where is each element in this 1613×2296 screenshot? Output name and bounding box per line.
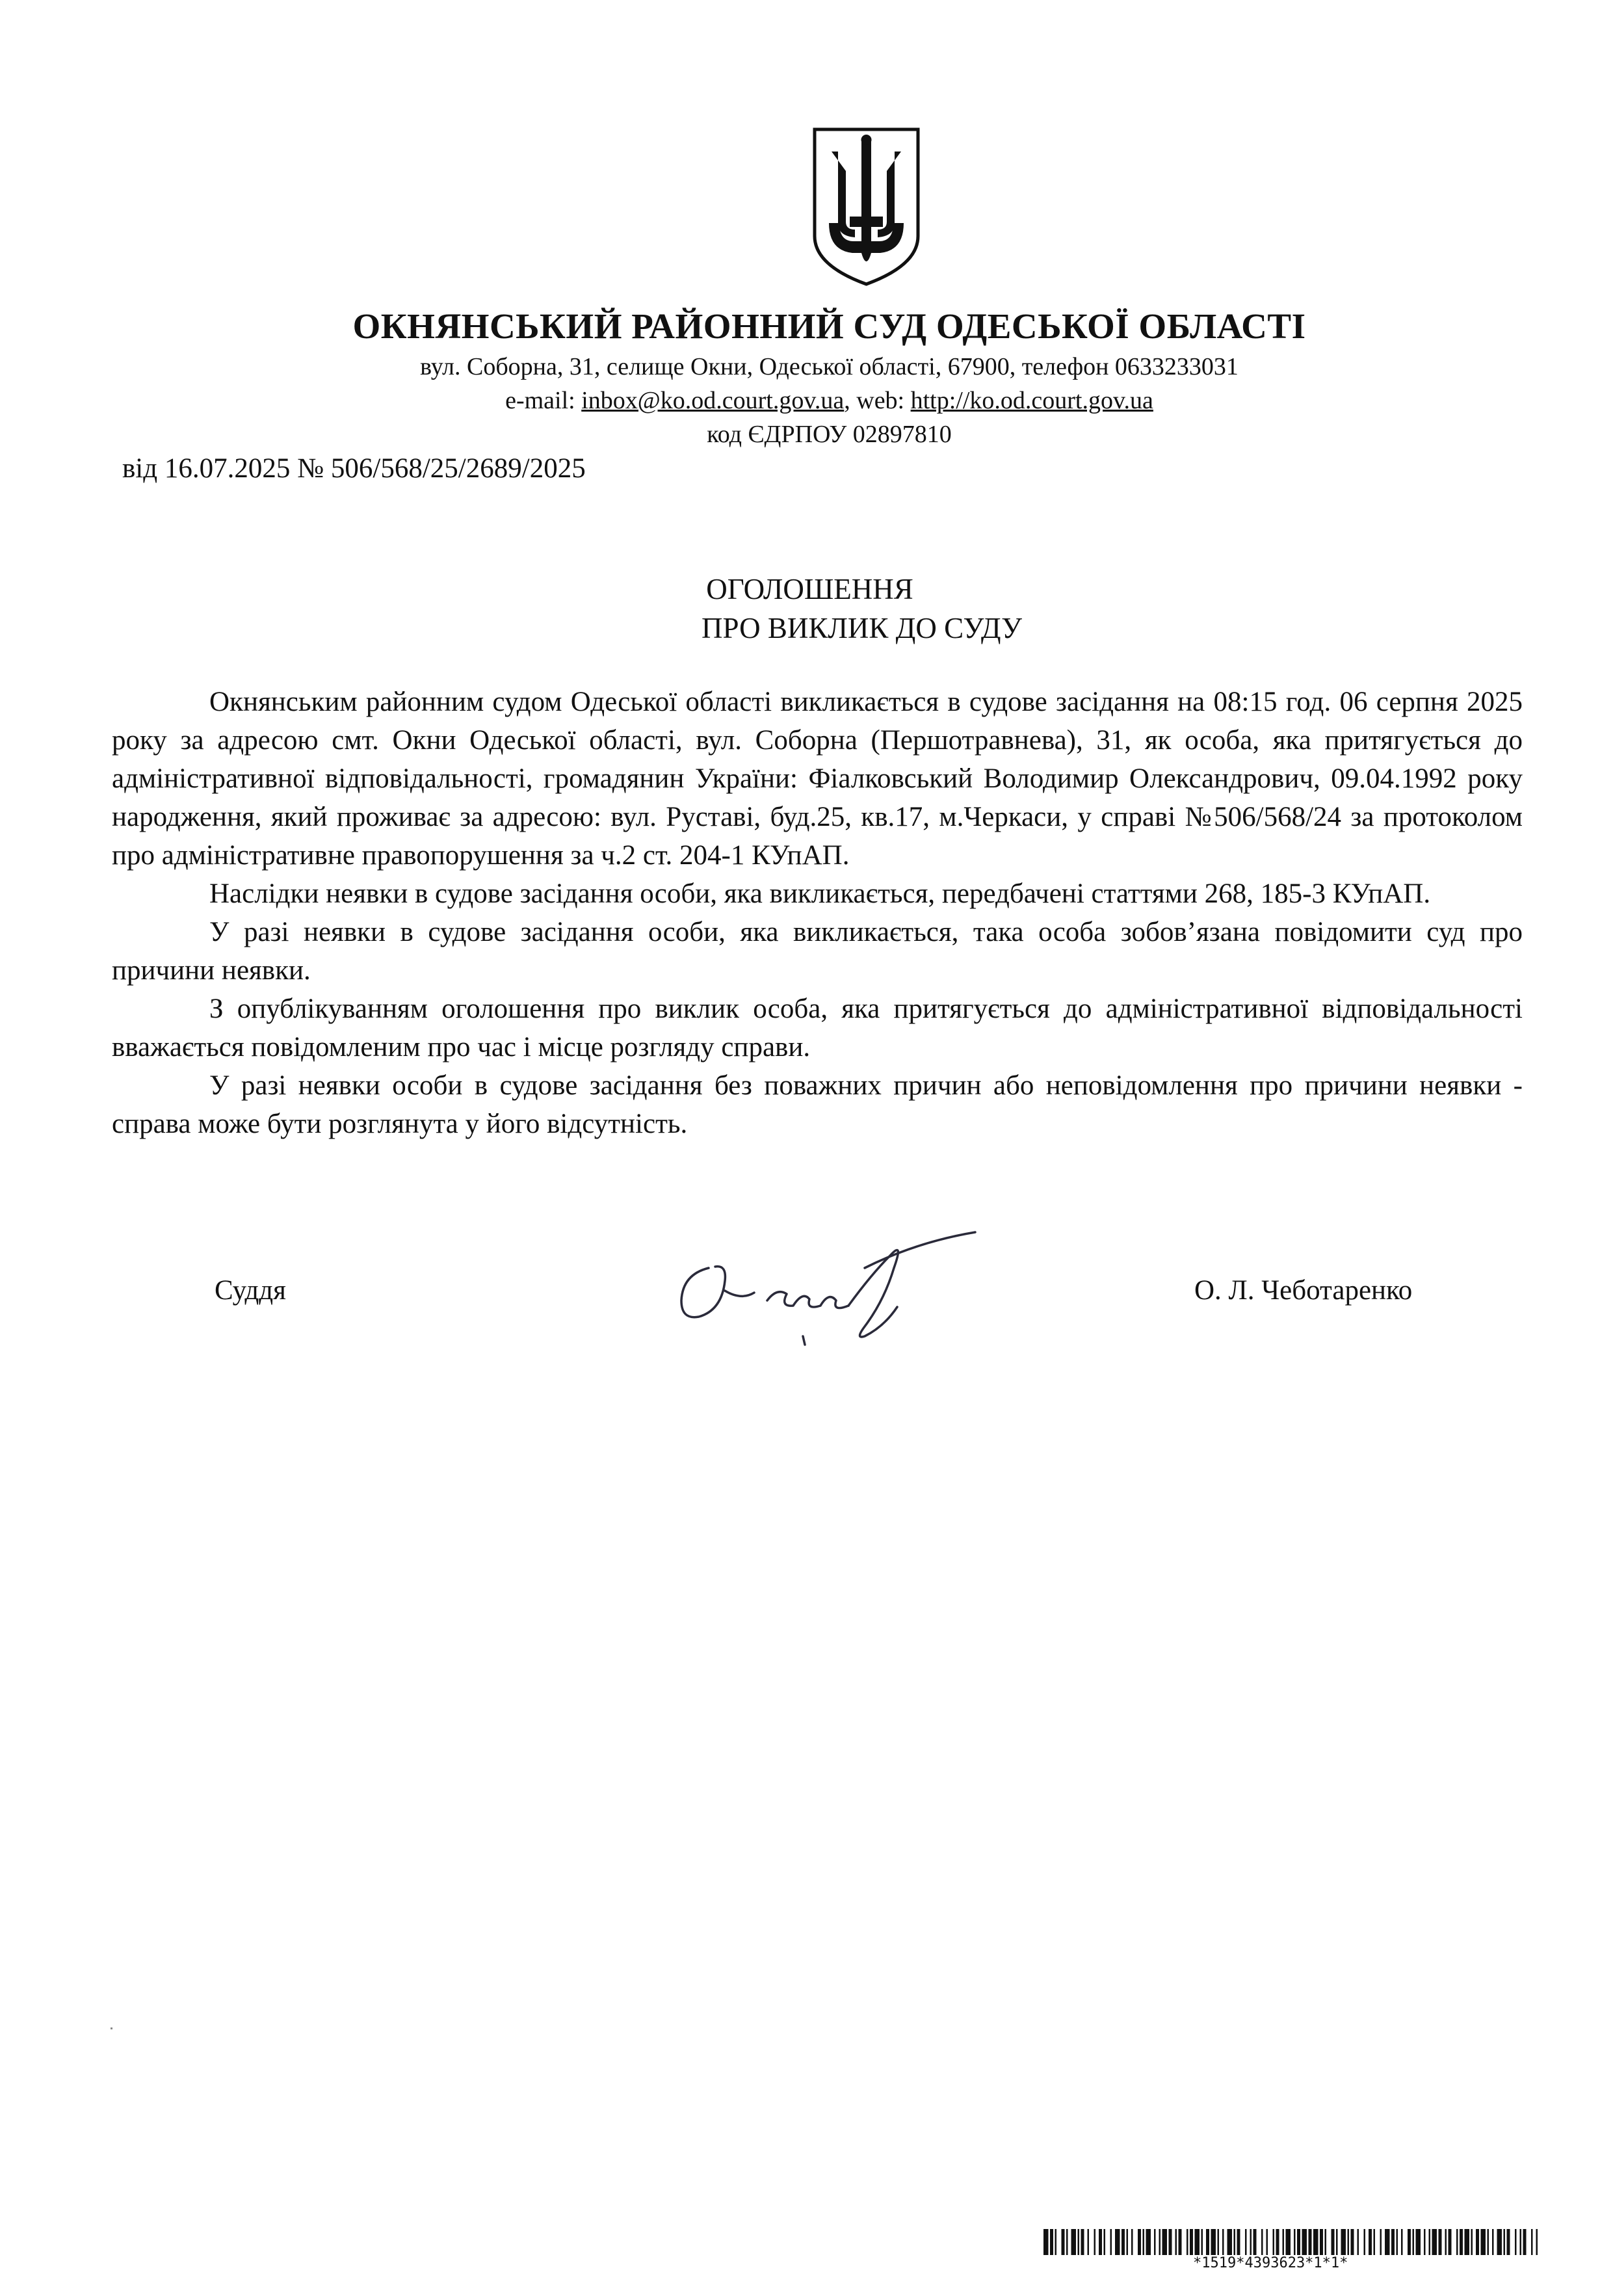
document-title: ОГОЛОШЕННЯ [706,573,913,605]
barcode-bar [1237,2229,1240,2255]
barcode-bar [1146,2229,1151,2255]
paragraph-publication-notice: З опублікуванням оголошення про виклик особа, яка притягується до адміністративної відповідальності вважається повідомленим про час і місце розгляду справи. [112,994,1523,1062]
barcode-bar [1369,2229,1372,2255]
barcode-bar [1497,2229,1502,2255]
barcode-bar [1424,2229,1426,2255]
court-contacts [0,386,1613,415]
barcode-bar [1432,2229,1437,2255]
barcode-bar [1331,2229,1335,2255]
barcode-bar [1523,2229,1527,2255]
barcode-bar [1169,2229,1172,2255]
barcode-bar [1364,2229,1366,2255]
coat-of-arms-emblem [809,125,923,287]
paragraph-summons: Окнянським районним судом Одеської області викликається в судове засідання на 08:15 год. 06 серпня 2025 року за адресою смт. Окни Одеської області, вул. Соборна (Першотравнева), 31, як особа, яка притягується до адміністративної відповідальності, громадянин України: Фіалковський Володимир Олександрович, 09.04.1992 року народження, який проживає за адресою: вул. Руставі, буд.25, кв.17, м.Черкаси, у справі №506/568/24 за протоколом про адміністративне правопорушення за ч.2 ст. 204-1 КУпАП. [112,687,1523,871]
barcode-bar [1104,2229,1106,2255]
barcode-bar [1245,2229,1247,2255]
announcement-body [112,683,1523,1143]
barcode-bar [1351,2229,1354,2255]
barcode-bar [1190,2229,1193,2255]
barcode-bar [1081,2229,1084,2255]
barcode-bar [1211,2229,1216,2255]
barcode-bar [1227,2229,1233,2255]
scan-speck [111,2027,112,2029]
barcode-bar [1127,2229,1129,2255]
barcode-bar [1055,2229,1057,2255]
barcode-bar [1201,2229,1203,2255]
barcode-bar [1439,2229,1442,2255]
barcode-bar [1234,2229,1236,2255]
barcode-bar [1357,2229,1359,2255]
barcode-bar [1187,2229,1188,2255]
web-label: , web: [844,387,911,414]
barcode-bar [1413,2229,1415,2255]
document-subtitle: ПРО ВИКЛИК ДО СУДУ [702,612,1022,644]
judge-name: О. Л. Чеботаренко [1194,1275,1413,1306]
barcode-bar [1273,2229,1275,2255]
barcode-bar [1401,2229,1403,2255]
barcode-bar [1348,2229,1350,2255]
barcode-bar [1374,2229,1376,2255]
barcode-bar [1078,2229,1080,2255]
barcode-bar [1261,2229,1263,2255]
barcode-bar [1050,2229,1053,2255]
edrpou-code: код ЄДРПОУ 02897810 [707,421,952,448]
barcode-bar [1445,2229,1447,2255]
barcode-bar [1449,2229,1452,2255]
barcode-bar [1520,2229,1522,2255]
barcode-bar [1531,2229,1533,2255]
barcode-bar [1286,2229,1291,2255]
court-address: вул. Соборна, 31, селище Окни, Одеської області, 67900, телефон 0633233031 [420,353,1239,380]
barcode-bar [1408,2229,1411,2255]
barcode-bar [1320,2229,1323,2255]
barcode-bar [1250,2229,1252,2255]
barcode-bar [1507,2229,1510,2255]
barcode-bar [1121,2229,1125,2255]
barcode-bar [1380,2229,1382,2255]
barcode-bar [1088,2229,1090,2255]
barcode-bar [1302,2229,1307,2255]
barcode-bar [1094,2229,1096,2255]
barcode-bar [1115,2229,1120,2255]
barcode-bar [1222,2229,1224,2255]
barcode-bar [1071,2229,1077,2255]
barcode-bar [1283,2229,1285,2255]
barcode-bar [1536,2229,1538,2255]
paragraph-consequences: Наслідки неявки в судове засідання особи, яка викликається, передбачені статтями 268, 185-3 КУпАП. [209,878,1431,909]
barcode-bar [1138,2229,1141,2255]
barcode-bar [1488,2229,1489,2255]
barcode-bar [1253,2229,1257,2255]
barcode-bar [1276,2229,1279,2255]
barcode-bar [1297,2229,1300,2255]
barcode-bar [1099,2229,1102,2255]
barcode-bar [1143,2229,1145,2255]
barcode-bar [1341,2229,1346,2255]
barcode-bar [1504,2229,1506,2255]
paragraph-notify-obligation: У разі неявки в судове засідання особи, яка викликається, така особа зобов’язана повідомити суд про причини неявки. [112,917,1523,986]
barcode-bar [1456,2229,1458,2255]
barcode-bar [1309,2229,1312,2255]
barcode-bar [1162,2229,1168,2255]
barcode-bar [1066,2229,1068,2255]
barcode-number: *1519*4393623*1*1* [1193,2255,1348,2271]
barcode-bar [1429,2229,1431,2255]
barcode-bar [1195,2229,1200,2255]
barcode-bar [1154,2229,1156,2255]
barcode-bar [1218,2229,1220,2255]
handwritten-signature [670,1229,1008,1359]
barcode-bar [1481,2229,1486,2255]
barcode-bar [1175,2229,1177,2255]
barcode-bar [1325,2229,1327,2255]
paragraph-absence: У разі неявки особи в судове засідання без поважних причин або неповідомлення про причини неявки - справа може бути розглянута у його відсутність. [112,1070,1523,1139]
barcode-bar [1043,2229,1049,2255]
barcode-bar [1313,2229,1318,2255]
barcode [1043,2229,1538,2255]
email-label: e-mail: [505,387,582,414]
barcode-bar [1471,2229,1473,2255]
web-link[interactable]: http://ko.od.court.gov.ua [910,387,1153,414]
barcode-bar [1515,2229,1517,2255]
barcode-bar [1110,2229,1112,2255]
barcode-bar [1385,2229,1390,2255]
judge-title: Суддя [215,1275,286,1306]
court-name: ОКНЯНСЬКИЙ РАЙОННИЙ СУД ОДЕСЬКОЇ ОБЛАСТІ [352,306,1306,346]
email-link[interactable]: inbox@ko.od.court.gov.ua [581,387,845,414]
barcode-bar [1159,2229,1161,2255]
barcode-bar [1397,2229,1398,2255]
barcode-bar [1131,2229,1133,2255]
barcode-bar [1179,2229,1182,2255]
barcode-bar [1465,2229,1470,2255]
barcode-bar [1206,2229,1209,2255]
barcode-bar [1416,2229,1421,2255]
barcode-bar [1460,2229,1463,2255]
barcode-bar [1391,2229,1395,2255]
barcode-bar [1336,2229,1338,2255]
document-reference: від 16.07.2025 № 506/568/25/2689/2025 [122,453,586,484]
barcode-bar [1476,2229,1479,2255]
barcode-bar [1266,2229,1268,2255]
barcode-bar [1294,2229,1296,2255]
barcode-bar [1062,2229,1065,2255]
barcode-bar [1492,2229,1494,2255]
